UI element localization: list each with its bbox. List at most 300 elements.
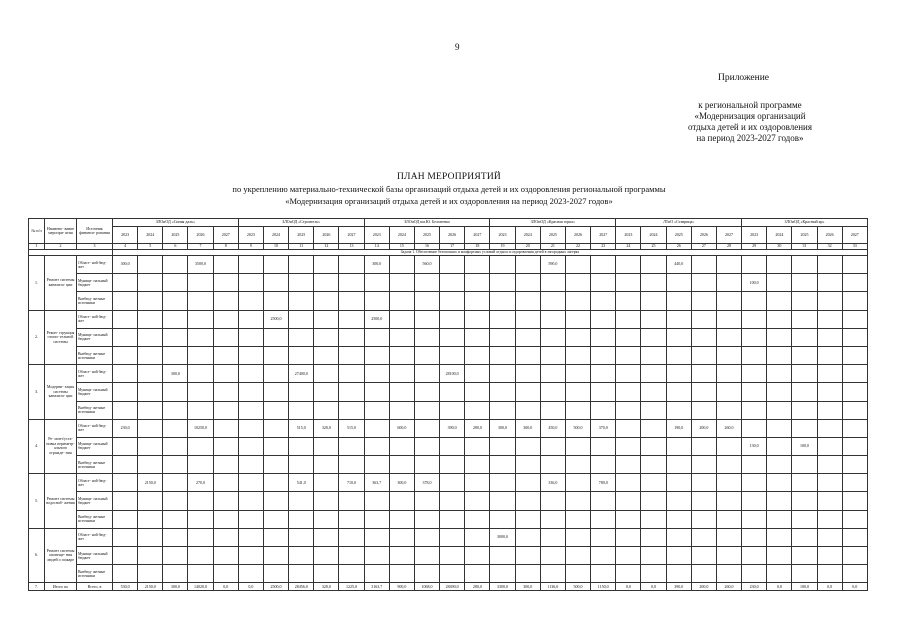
header-org: ЗЛОиОД «Красный яр»	[742, 219, 868, 227]
value-cell	[742, 346, 767, 364]
column-number: 10	[263, 244, 288, 250]
funding-source: Муници- пальный бюджет	[77, 274, 113, 292]
column-number: 5	[138, 244, 163, 250]
value-cell	[414, 328, 439, 346]
value-cell	[691, 437, 716, 455]
value-cell	[163, 456, 188, 474]
value-cell	[742, 365, 767, 383]
total-value: 230,0	[742, 583, 767, 591]
value-cell	[163, 437, 188, 455]
value-cell	[767, 510, 792, 528]
value-cell	[364, 346, 389, 364]
value-cell	[641, 528, 666, 546]
value-cell	[339, 274, 364, 292]
value-cell	[792, 310, 817, 328]
value-cell	[616, 456, 641, 474]
value-cell	[213, 510, 238, 528]
value-cell	[666, 437, 691, 455]
value-cell	[364, 401, 389, 419]
value-cell	[792, 365, 817, 383]
value-cell	[289, 274, 314, 292]
value-cell	[289, 383, 314, 401]
value-cell	[742, 565, 767, 583]
value-cell	[641, 565, 666, 583]
value-cell	[314, 383, 339, 401]
value-cell	[716, 456, 741, 474]
column-number: 25	[641, 244, 666, 250]
value-cell	[163, 401, 188, 419]
total-value: 0,0	[616, 583, 641, 591]
value-cell	[490, 365, 515, 383]
value-cell	[591, 256, 616, 274]
value-cell	[666, 492, 691, 510]
value-cell	[515, 256, 540, 274]
total-value: 28490,0	[440, 583, 465, 591]
value-cell	[691, 510, 716, 528]
value-cell	[565, 528, 590, 546]
value-cell	[490, 565, 515, 583]
value-cell	[742, 456, 767, 474]
plan-table	[28, 218, 868, 591]
header-year: 2027	[339, 227, 364, 244]
value-cell	[414, 365, 439, 383]
value-cell: 100,0	[742, 274, 767, 292]
value-cell	[641, 456, 666, 474]
value-cell	[817, 419, 842, 437]
value-cell	[616, 510, 641, 528]
value-cell	[490, 456, 515, 474]
value-cell	[414, 274, 439, 292]
header-year: 2025	[414, 227, 439, 244]
value-cell: 600,0	[389, 419, 414, 437]
value-cell	[188, 528, 213, 546]
value-cell	[389, 383, 414, 401]
value-cell	[289, 328, 314, 346]
value-cell	[767, 274, 792, 292]
value-cell	[691, 328, 716, 346]
value-cell	[389, 346, 414, 364]
value-cell	[364, 547, 389, 565]
total-value: 0,0	[641, 583, 666, 591]
value-cell	[113, 547, 138, 565]
value-cell	[389, 437, 414, 455]
value-cell	[565, 292, 590, 310]
value-cell: 560,0	[414, 256, 439, 274]
value-cell	[716, 492, 741, 510]
value-cell	[540, 528, 565, 546]
total-row	[29, 583, 868, 591]
value-cell	[465, 528, 490, 546]
value-cell	[792, 565, 817, 583]
value-cell	[591, 274, 616, 292]
value-cell	[842, 565, 867, 583]
value-cell	[465, 401, 490, 419]
value-cell	[263, 510, 288, 528]
value-cell	[565, 565, 590, 583]
value-cell	[792, 492, 817, 510]
value-cell	[691, 292, 716, 310]
value-cell	[540, 292, 565, 310]
value-cell	[339, 547, 364, 565]
value-cell	[616, 256, 641, 274]
value-cell	[339, 437, 364, 455]
value-cell: 300,0	[113, 256, 138, 274]
value-cell	[641, 492, 666, 510]
column-number: 24	[616, 244, 641, 250]
event-name: Модерни- зация системы канализа- ции	[45, 365, 77, 420]
value-cell	[490, 474, 515, 492]
value-cell	[842, 437, 867, 455]
value-cell	[364, 292, 389, 310]
value-cell	[641, 274, 666, 292]
value-cell	[389, 456, 414, 474]
value-cell	[213, 274, 238, 292]
header-year: 2026	[440, 227, 465, 244]
value-cell	[213, 328, 238, 346]
value-cell	[817, 310, 842, 328]
header-year: 2027	[465, 227, 490, 244]
value-cell: 300,0	[163, 365, 188, 383]
value-cell	[289, 346, 314, 364]
event-number: 6.	[29, 528, 45, 583]
value-cell	[440, 383, 465, 401]
table-row	[29, 419, 868, 437]
value-cell	[440, 346, 465, 364]
value-cell	[263, 274, 288, 292]
value-cell	[666, 346, 691, 364]
value-cell	[465, 437, 490, 455]
value-cell	[188, 328, 213, 346]
value-cell	[389, 292, 414, 310]
total-value: 0,0	[238, 583, 263, 591]
value-cell	[440, 328, 465, 346]
value-cell	[364, 365, 389, 383]
value-cell	[540, 365, 565, 383]
header-year: 2023	[742, 227, 767, 244]
value-cell	[440, 492, 465, 510]
total-name: Итого по	[45, 583, 77, 591]
value-cell	[565, 310, 590, 328]
value-cell: 300,0	[515, 419, 540, 437]
header-year: 2024	[641, 227, 666, 244]
value-cell	[641, 401, 666, 419]
value-cell	[289, 456, 314, 474]
total-value: 0,0	[842, 583, 867, 591]
value-cell	[440, 310, 465, 328]
total-value: 300,0	[515, 583, 540, 591]
total-value: 3163,7	[364, 583, 389, 591]
total-value: 2500,0	[263, 583, 288, 591]
total-value: 1068,0	[414, 583, 439, 591]
value-cell	[364, 528, 389, 546]
value-cell: 2150,0	[138, 474, 163, 492]
value-cell	[842, 256, 867, 274]
value-cell	[113, 528, 138, 546]
value-cell	[163, 528, 188, 546]
value-cell	[213, 456, 238, 474]
value-cell	[440, 292, 465, 310]
value-cell	[188, 492, 213, 510]
value-cell	[792, 401, 817, 419]
total-value: 0,0	[213, 583, 238, 591]
header-org: ЛТиО «Ставрица»	[616, 219, 742, 227]
total-value: 280,0	[465, 583, 490, 591]
total-value: 500,0	[565, 583, 590, 591]
value-cell	[289, 565, 314, 583]
value-cell	[540, 565, 565, 583]
value-cell	[490, 492, 515, 510]
value-cell	[138, 419, 163, 437]
value-cell	[238, 256, 263, 274]
value-cell	[666, 383, 691, 401]
header-year: 2023	[364, 227, 389, 244]
value-cell	[490, 310, 515, 328]
value-cell	[414, 492, 439, 510]
event-number: 3.	[29, 365, 45, 420]
table-row	[29, 292, 868, 310]
value-cell	[817, 474, 842, 492]
table-row	[29, 365, 868, 383]
value-cell	[238, 510, 263, 528]
value-cell	[465, 383, 490, 401]
value-cell	[289, 492, 314, 510]
table-row	[29, 474, 868, 492]
value-cell	[716, 310, 741, 328]
value-cell	[263, 474, 288, 492]
value-cell	[767, 346, 792, 364]
value-cell	[188, 292, 213, 310]
header-year: 2024	[515, 227, 540, 244]
value-cell	[565, 365, 590, 383]
value-cell: 3500,0	[188, 256, 213, 274]
header-year: 2026	[188, 227, 213, 244]
table-row	[29, 256, 868, 274]
value-cell	[565, 346, 590, 364]
value-cell	[490, 510, 515, 528]
value-cell	[515, 437, 540, 455]
value-cell	[213, 383, 238, 401]
value-cell	[213, 346, 238, 364]
value-cell	[792, 419, 817, 437]
value-cell	[540, 274, 565, 292]
value-cell	[540, 401, 565, 419]
value-cell: 320,0	[314, 419, 339, 437]
value-cell	[238, 492, 263, 510]
value-cell: 190,0	[666, 419, 691, 437]
value-cell	[591, 565, 616, 583]
value-cell	[742, 328, 767, 346]
total-value: 1150,0	[591, 583, 616, 591]
column-number: 16	[414, 244, 439, 250]
header-event: Наимено- вание меропри- ятия	[45, 219, 77, 244]
value-cell	[213, 256, 238, 274]
value-cell	[742, 528, 767, 546]
value-cell	[616, 328, 641, 346]
value-cell	[188, 383, 213, 401]
total-value: 900,0	[389, 583, 414, 591]
column-number: 28	[716, 244, 741, 250]
value-cell: 378,0	[414, 474, 439, 492]
value-cell	[188, 456, 213, 474]
value-cell	[163, 492, 188, 510]
value-cell	[817, 565, 842, 583]
value-cell	[616, 528, 641, 546]
value-cell	[716, 510, 741, 528]
column-number: 14	[364, 244, 389, 250]
value-cell	[515, 365, 540, 383]
column-number: 1	[29, 244, 45, 250]
value-cell	[138, 292, 163, 310]
header-year: 2024	[138, 227, 163, 244]
plan-subtitle-program: «Модернизация организаций отдыха детей и их оздоровления на период 2023-2027 годов»	[285, 196, 613, 206]
value-cell	[138, 274, 163, 292]
header-year: 2027	[716, 227, 741, 244]
appendix-line: к региональной программе	[698, 100, 802, 110]
value-cell	[616, 310, 641, 328]
value-cell	[490, 256, 515, 274]
value-cell	[314, 365, 339, 383]
value-cell	[616, 292, 641, 310]
table-row	[29, 528, 868, 546]
total-value: 200,0	[691, 583, 716, 591]
value-cell	[113, 456, 138, 474]
value-cell	[314, 401, 339, 419]
value-cell	[113, 401, 138, 419]
value-cell	[666, 401, 691, 419]
value-cell	[113, 365, 138, 383]
value-cell: 450,0	[540, 419, 565, 437]
value-cell	[691, 528, 716, 546]
value-cell	[465, 310, 490, 328]
value-cell	[113, 383, 138, 401]
value-cell	[591, 310, 616, 328]
value-cell	[263, 401, 288, 419]
value-cell	[314, 528, 339, 546]
value-cell	[817, 510, 842, 528]
value-cell: 336,0	[540, 474, 565, 492]
value-cell	[389, 310, 414, 328]
value-cell	[842, 365, 867, 383]
value-cell	[767, 401, 792, 419]
value-cell	[213, 528, 238, 546]
value-cell	[113, 328, 138, 346]
value-cell	[238, 474, 263, 492]
value-cell	[238, 456, 263, 474]
value-cell	[641, 419, 666, 437]
value-cell	[716, 401, 741, 419]
value-cell	[138, 383, 163, 401]
value-cell	[565, 474, 590, 492]
value-cell	[364, 383, 389, 401]
value-cell	[314, 474, 339, 492]
total-value: 14020,0	[188, 583, 213, 591]
value-cell	[314, 492, 339, 510]
event-name: Ре- монт/уста- новка периметр- ального огражде- ния	[45, 419, 77, 474]
column-number: 4	[113, 244, 138, 250]
funding-source: Внебюд- жетные источники	[77, 565, 113, 583]
header-year: 2025	[540, 227, 565, 244]
column-number: 21	[540, 244, 565, 250]
value-cell	[138, 256, 163, 274]
value-cell	[817, 292, 842, 310]
value-cell	[767, 547, 792, 565]
value-cell	[616, 365, 641, 383]
value-cell	[490, 401, 515, 419]
column-number: 2	[45, 244, 77, 250]
event-number: 4.	[29, 419, 45, 474]
value-cell	[138, 365, 163, 383]
value-cell	[163, 274, 188, 292]
value-cell	[616, 437, 641, 455]
value-cell	[263, 292, 288, 310]
header-year: 2025	[163, 227, 188, 244]
value-cell	[113, 437, 138, 455]
value-cell	[742, 492, 767, 510]
funding-source: Област- ной бюд- жет	[77, 474, 113, 492]
value-cell	[742, 474, 767, 492]
value-cell	[591, 365, 616, 383]
value-cell: 363,7	[364, 474, 389, 492]
total-value: 28456,0	[289, 583, 314, 591]
value-cell	[289, 292, 314, 310]
value-cell	[616, 474, 641, 492]
value-cell	[389, 565, 414, 583]
value-cell	[792, 547, 817, 565]
value-cell	[238, 565, 263, 583]
value-cell	[414, 510, 439, 528]
value-cell	[641, 310, 666, 328]
value-cell	[289, 256, 314, 274]
value-cell	[289, 310, 314, 328]
value-cell: 515,0	[289, 419, 314, 437]
value-cell	[616, 401, 641, 419]
table-row	[29, 510, 868, 528]
value-cell	[314, 292, 339, 310]
value-cell	[565, 383, 590, 401]
value-cell: 390,0	[440, 419, 465, 437]
plan-subtitle: по укреплению материально-технической базы организаций отдыха детей и их оздоровления региональной программы	[232, 184, 666, 194]
value-cell	[138, 510, 163, 528]
column-number: 8	[213, 244, 238, 250]
value-cell	[540, 492, 565, 510]
value-cell	[641, 365, 666, 383]
value-cell	[314, 565, 339, 583]
funding-source: Муници- пальный бюджет	[77, 328, 113, 346]
value-cell: 300,0	[364, 256, 389, 274]
value-cell	[440, 510, 465, 528]
value-cell	[691, 365, 716, 383]
value-cell: 300,0	[490, 419, 515, 437]
value-cell	[389, 528, 414, 546]
value-cell	[314, 310, 339, 328]
value-cell	[616, 492, 641, 510]
header-year: 2024	[767, 227, 792, 244]
value-cell	[767, 419, 792, 437]
value-cell	[716, 328, 741, 346]
value-cell	[339, 346, 364, 364]
value-cell: 780,0	[591, 474, 616, 492]
column-number: 11	[289, 244, 314, 250]
value-cell	[591, 328, 616, 346]
value-cell	[213, 419, 238, 437]
value-cell	[188, 274, 213, 292]
value-cell	[817, 401, 842, 419]
value-cell	[490, 292, 515, 310]
table-row	[29, 437, 868, 455]
column-number: 19	[490, 244, 515, 250]
value-cell	[842, 528, 867, 546]
value-cell	[339, 328, 364, 346]
